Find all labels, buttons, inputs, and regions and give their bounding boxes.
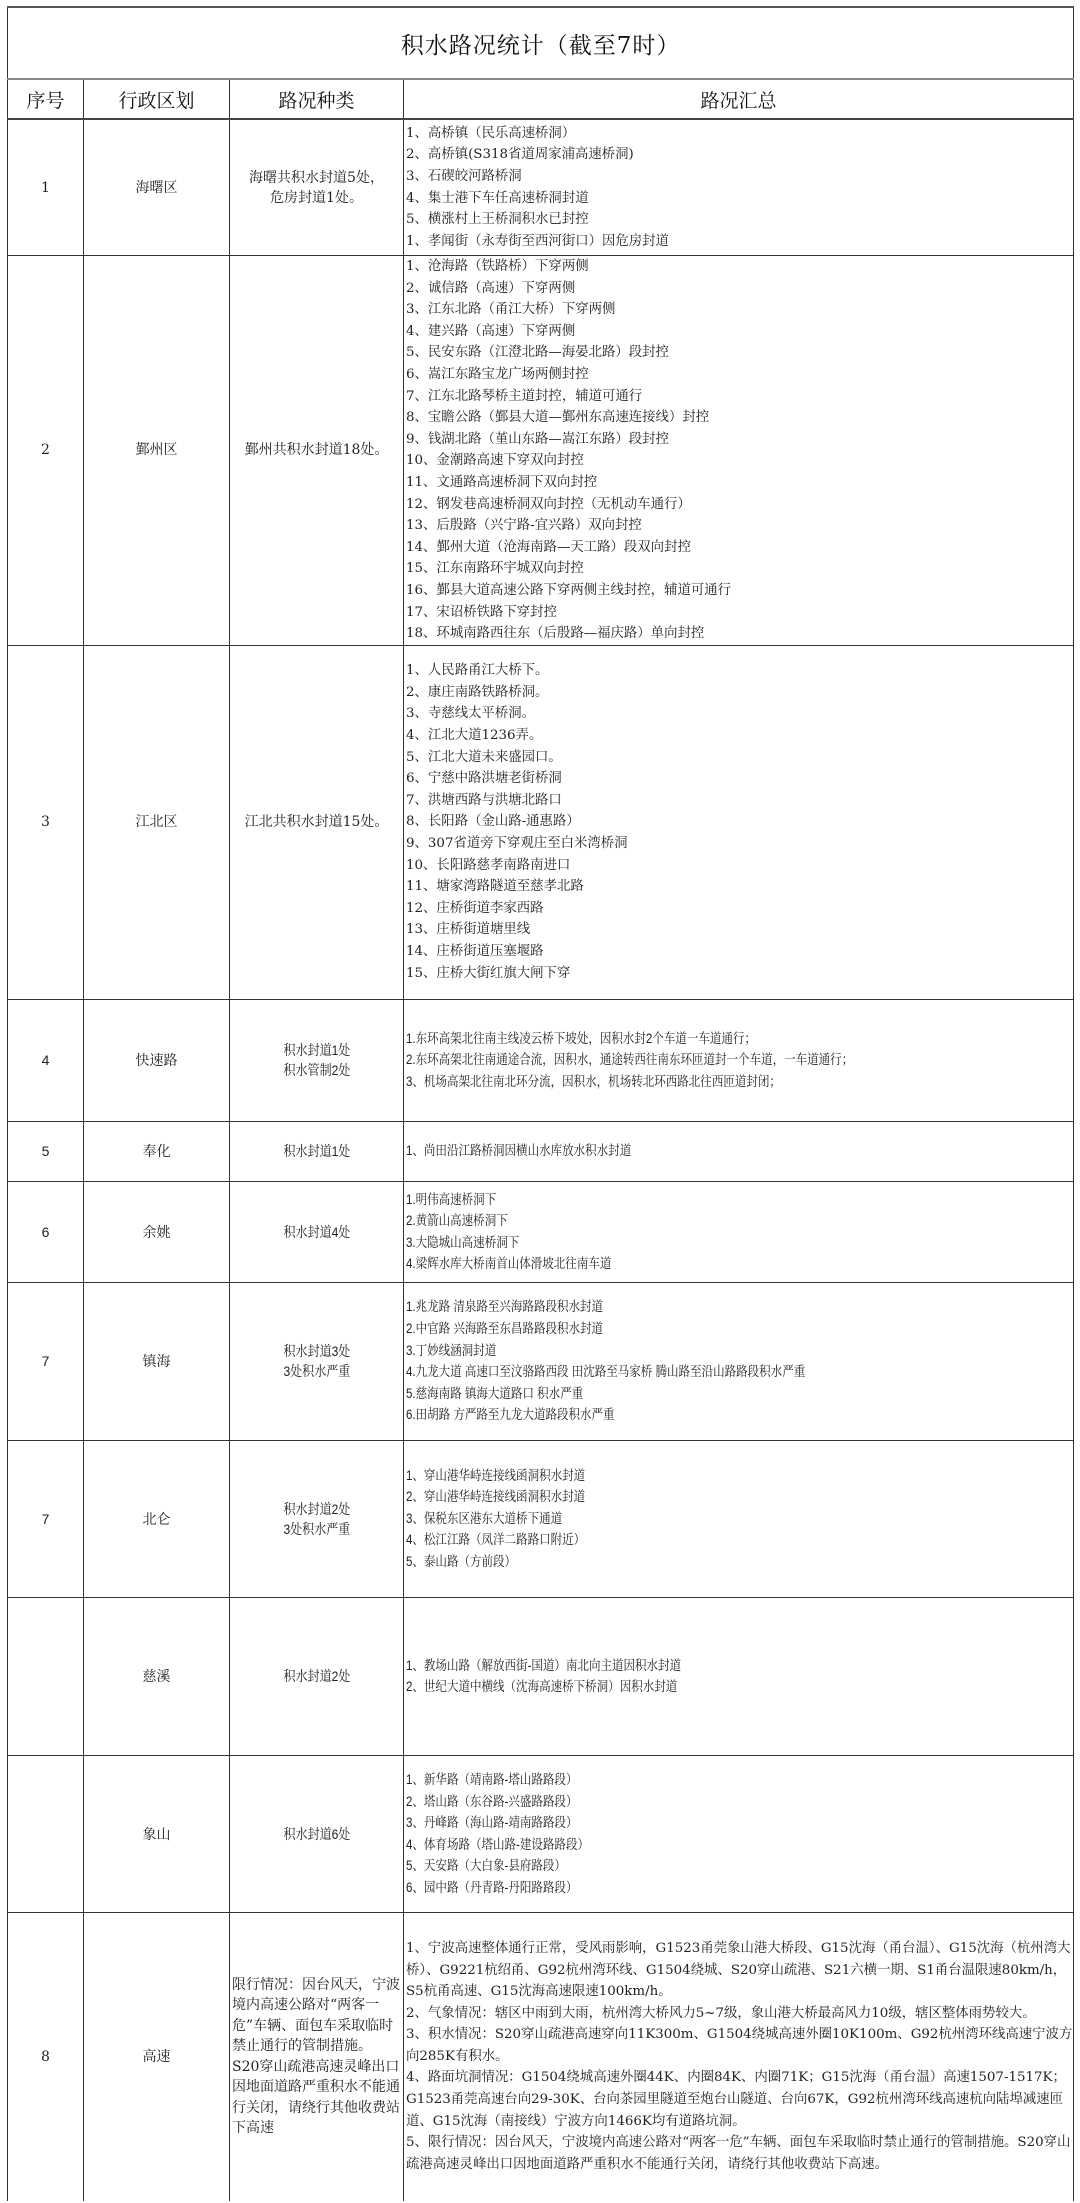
summary-item-text: 1、尚田沿江路桥洞因横山水库放水积水封道 [406, 1143, 632, 1159]
condition-type-line: 危房封道1处。 [270, 189, 363, 206]
summary-item: 15、江东南路环宇城双向封控 [406, 561, 584, 577]
cell-serial-no: 5 [8, 1121, 84, 1181]
summary-item [406, 1486, 1073, 1508]
summary-item-text: 6、园中路（丹青路-丹阳路路段） [406, 1879, 578, 1895]
summary-item-text: 3.丁妙线涵洞封道 [406, 1342, 497, 1358]
summary-item-text: 4.九龙大道 高速口至汶骆路西段 田沈路至马家桥 腾山路至沿山路路段积水严重 [406, 1364, 806, 1380]
table-row [8, 1912, 1074, 2201]
summary-item-text: 3、机场高架北往南北环分流，因积水，机场转北环西路北往西匝道封闭； [406, 1073, 781, 1089]
header-condition-summary: 路况汇总 [404, 79, 1074, 119]
summary-item [406, 1318, 1073, 1340]
summary-item [406, 1383, 1073, 1405]
summary-item: 13、后殷路（兴宁路-宜兴路）双向封控 [406, 518, 642, 534]
summary-item: 4、集士港下车任高速桥洞封道 [406, 190, 589, 206]
cell-region: 海曙区 [84, 119, 230, 256]
title-row [8, 7, 1074, 79]
summary-item: 6、宁慈中路洪塘老街桥洞 [406, 771, 562, 787]
flood-road-status-sheet [7, 6, 1073, 2201]
summary-item: 3、江东北路（甬江大桥）下穿两侧 [406, 302, 616, 318]
condition-type-line [234, 1361, 399, 1381]
condition-type-text: 积水封道2处 [283, 1668, 350, 1685]
road-status-table [7, 6, 1074, 2201]
cell-condition-summary [404, 119, 1074, 256]
summary-item: 3、寺慈线太平桥洞。 [406, 706, 536, 722]
cell-condition-summary [404, 645, 1074, 999]
cell-condition-type [230, 999, 404, 1121]
summary-item-text: 5.慈海南路 镇海大道路口 积水严重 [406, 1385, 584, 1401]
summary-item: 13、庄桥街道塘里线 [406, 922, 531, 938]
condition-type-line [234, 1666, 399, 1686]
cell-serial-no: 6 [8, 1181, 84, 1282]
cell-condition-summary [404, 1181, 1074, 1282]
cell-serial-no: 7 [8, 1440, 84, 1597]
header-row [8, 79, 1074, 119]
cell-condition-summary [404, 1121, 1074, 1181]
cell-condition-type [230, 119, 404, 256]
summary-item-text: 2.东环高架北往南通途合流，因积水，通途转西往南东环匝道封一个车道，一车道通行； [406, 1052, 854, 1068]
summary-item: 5、民安东路（江澄北路—海晏北路）段封控 [406, 345, 669, 361]
summary-item: 2、康庄南路铁路桥洞。 [406, 684, 549, 700]
table-row [8, 1440, 1074, 1597]
summary-item-text: 2.中官路 兴海路至东昌路路段积水封道 [406, 1321, 604, 1336]
summary-item-text: 4、体育场路（塔山路-建设路路段） [406, 1836, 589, 1852]
condition-type-line [234, 1824, 399, 1844]
cell-serial-no: 1 [8, 119, 84, 256]
summary-item-text: 3、丹峰路（海山路-靖南路路段） [406, 1815, 578, 1831]
cell-condition-summary [404, 1912, 1074, 2201]
summary-item [406, 1071, 1073, 1093]
summary-item-text: 4.梁辉水库大桥南首山体滑坡北往南车道 [406, 1256, 612, 1272]
cell-serial-no: 2 [8, 256, 84, 646]
condition-type-line [234, 1141, 399, 1161]
cell-condition-summary [404, 1755, 1074, 1912]
summary-item: 9、钱湖北路（堇山东路—嵩江东路）段封控 [406, 431, 669, 447]
summary-item: 1、宁波高速整体通行正常，受风雨影响，G1523甬莞象山港大桥段、G15沈海（甬台温）、G15沈海（杭州湾大桥）、G9221杭绍甬、G92杭州湾环线、G1504绕城、S20穿山疏港、S21六横一期、S1甬台温限速80km/h，S5杭甬高速、G15沈海高速限速100km/h。 [406, 1940, 1071, 2000]
cell-condition-type [230, 1755, 404, 1912]
condition-type-line: 江北共积水封道15处。 [244, 814, 389, 831]
cell-serial-no: 7 [8, 1282, 84, 1440]
summary-item: 7、江东北路琴桥主道封控，辅道可通行 [406, 388, 643, 404]
header-region: 行政区划 [84, 79, 230, 119]
condition-type-line [234, 1341, 399, 1361]
summary-item-text: 2、塔山路（东谷路-兴盛路路段） [406, 1793, 578, 1809]
condition-type-line [234, 1060, 399, 1080]
summary-item: 2、高桥镇(S318省道周家浦高速桥洞) [406, 147, 634, 163]
summary-item: 6、嵩江东路宝龙广场两侧封控 [406, 366, 589, 382]
summary-item: 10、长阳路慈孝南路南进口 [406, 857, 571, 873]
table-row [8, 1282, 1074, 1440]
summary-item-text: 1、新华路（靖南路-塔山路路段） [406, 1771, 578, 1787]
condition-type-line [234, 1222, 399, 1242]
summary-item: 9、307省道旁下穿观庄至白米湾桥洞 [406, 835, 628, 851]
summary-item: 3、石碶皎河路桥洞 [406, 168, 522, 184]
summary-item [406, 1404, 1073, 1426]
summary-item: 3、积水情况：S20穿山疏港高速穿向11K300m、G1504绕城高速外圈10K100m、G92杭州湾环线高速宁波方向285K有积水。 [406, 2027, 1073, 2064]
table-row [8, 119, 1074, 256]
header-condition-type: 路况种类 [230, 79, 404, 119]
summary-item [406, 1189, 1073, 1211]
cell-region: 奉化 [84, 1121, 230, 1181]
cell-region: 鄞州区 [84, 256, 230, 646]
summary-item: 16、鄞县大道高速公路下穿两侧主线封控，辅道可通行 [406, 582, 732, 598]
summary-item-text: 4、松江江路（凤洋二路路口附近） [406, 1532, 586, 1548]
summary-item-text: 1、教场山路（解放西街-国道）南北向主道因积水封道 [406, 1657, 682, 1673]
condition-type-text: 积水管制2处 [283, 1062, 350, 1079]
summary-item [406, 1361, 1073, 1383]
summary-item: 17、宋诏桥铁路下穿封控 [406, 604, 557, 620]
summary-item [406, 1676, 1073, 1698]
summary-item: 1、高桥镇（民乐高速桥洞） [406, 125, 576, 141]
summary-item [406, 1855, 1073, 1877]
cell-condition-type [230, 1181, 404, 1282]
summary-item-text: 6.田胡路 方严路至九龙大道路段积水严重 [406, 1407, 615, 1423]
condition-type-text: 积水封道1处 [283, 1143, 350, 1160]
cell-serial-no: 3 [8, 645, 84, 999]
cell-serial-no [8, 1755, 84, 1912]
cell-condition-type [230, 1282, 404, 1440]
summary-item: 4、路面坑洞情况：G1504绕城高速外圈44K、内圈84K、内圈71K；G15沈海（甬台温）高速1507-1517K；G1523甬莞高速台向29-30K、台向茶园里隧道至炮台山隧道、台向67K，G92杭州湾环线高速杭向陆埠减速匝道、G15沈海（南接线）宁波方向1466K均有道路坑洞。 [406, 2070, 1066, 2129]
condition-type-text: 3处积水严重 [283, 1520, 350, 1537]
summary-item-text: 5、泰山路（方前段） [406, 1554, 517, 1570]
header-serial-no: 序号 [8, 79, 84, 119]
cell-serial-no [8, 1597, 84, 1755]
summary-item [406, 1834, 1073, 1856]
table-row [8, 256, 1074, 646]
summary-item-text: 1.东环高架北往南主线凌云桥下坡处，因积水封2个车道一车道通行； [406, 1030, 756, 1046]
cell-region: 慈溪 [84, 1597, 230, 1755]
summary-item: 10、金潮路高速下穿双向封控 [406, 453, 584, 469]
summary-item [406, 1465, 1073, 1487]
cell-condition-summary [404, 1597, 1074, 1755]
summary-item [406, 1140, 1073, 1162]
condition-type-line: 限行情况：因台风天，宁波境内高速公路对“两客一危”车辆、面包车采取临时禁止通行的管制措施。 [232, 1976, 400, 2055]
condition-type-line: 鄞州共积水封道18处。 [244, 442, 389, 459]
condition-type-text: 积水封道1处 [283, 1042, 350, 1059]
summary-item: 14、鄞州大道（沧海南路—天工路）段双向封控 [406, 539, 691, 555]
cell-region: 高速 [84, 1912, 230, 2201]
summary-item-text: 1.明伟高速桥洞下 [406, 1191, 497, 1207]
summary-item: 1、沧海路（铁路桥）下穿两侧 [406, 259, 589, 274]
condition-type-line [234, 1519, 399, 1539]
summary-item: 4、建兴路（高速）下穿两侧 [406, 323, 576, 339]
summary-item-text: 5、天安路（大白象-县府路段） [406, 1858, 566, 1874]
condition-type-text: 积水封道4处 [283, 1223, 350, 1240]
summary-item: 11、文通路高速桥洞下双向封控 [406, 474, 598, 490]
condition-type-text: 3处积水严重 [283, 1363, 350, 1380]
cell-region: 北仑 [84, 1440, 230, 1597]
cell-condition-type [230, 1121, 404, 1181]
cell-region: 余姚 [84, 1181, 230, 1282]
summary-item [406, 1508, 1073, 1530]
condition-type-text: 积水封道2处 [283, 1500, 350, 1517]
summary-item: 15、庄桥大街红旗大闸下穿 [406, 965, 571, 981]
summary-item [406, 1529, 1073, 1551]
summary-item: 8、宝瞻公路（鄞县大道—鄞州东高速连接线）封控 [406, 410, 710, 426]
summary-item: 4、江北大道1236弄。 [406, 728, 543, 744]
cell-condition-type [230, 1912, 404, 2201]
summary-item [406, 1210, 1073, 1232]
summary-item: 1、人民路甬江大桥下。 [406, 663, 549, 679]
summary-item: 11、塘家湾路隧道至慈孝北路 [406, 879, 584, 895]
summary-item [406, 1049, 1073, 1071]
cell-region: 象山 [84, 1755, 230, 1912]
table-title: 积水路况统计（截至7时） [8, 7, 1074, 79]
summary-item [406, 1812, 1073, 1834]
cell-condition-type [230, 1597, 404, 1755]
summary-item-text: 3、保税东区港东大道桥下通道 [406, 1510, 563, 1526]
cell-condition-summary [404, 1440, 1074, 1597]
summary-item [406, 1253, 1073, 1275]
table-row [8, 1181, 1074, 1282]
cell-condition-type [230, 645, 404, 999]
cell-condition-summary [404, 256, 1074, 646]
summary-item: 7、洪塘西路与洪塘北路口 [406, 792, 562, 808]
cell-condition-type [230, 256, 404, 646]
summary-item: 5、限行情况：因台风天，宁波境内高速公路对“两客一危”车辆、面包车采取临时禁止通行的管制措施。S20穿山疏港高速灵峰出口因地面道路严重积水不能通行关闭，请绕行其他收费站下高速。 [406, 2135, 1071, 2172]
cell-serial-no: 8 [8, 1912, 84, 2201]
summary-item: 12、钢发巷高速桥洞双向封控（无机动车通行） [406, 496, 691, 512]
condition-type-text: 积水封道6处 [283, 1825, 350, 1842]
summary-item [406, 1296, 1073, 1318]
condition-type-line: S20穿山疏港高速灵峰出口因地面道路严重积水不能通行关闭，请绕行其他收费站下高速 [232, 2058, 400, 2137]
cell-serial-no: 4 [8, 999, 84, 1121]
summary-item-text: 3.大隐城山高速桥洞下 [406, 1234, 520, 1250]
summary-item: 12、庄桥街道李家西路 [406, 900, 544, 916]
summary-item [406, 1232, 1073, 1254]
condition-type-text: 积水封道3处 [283, 1343, 350, 1360]
summary-item: 5、横涨村上王桥洞积水已封控 [406, 212, 589, 228]
table-row [8, 999, 1074, 1121]
cell-condition-summary [404, 1282, 1074, 1440]
summary-item-text: 2.黄箭山高速桥洞下 [406, 1213, 508, 1229]
summary-item: 5、江北大道未来盛园口。 [406, 749, 562, 765]
table-row [8, 1121, 1074, 1181]
summary-item: 2、气象情况：辖区中雨到大雨，杭州湾大桥风力5~7级，象山港大桥最高风力10级，辖区整体雨势较大。 [406, 2005, 1036, 2021]
summary-item: 2、诚信路（高速）下穿两侧 [406, 280, 576, 296]
table-row [8, 645, 1074, 999]
table-row [8, 1597, 1074, 1755]
condition-type-line: 海曙共积水封道5处， [249, 169, 384, 186]
summary-item-text: 2、穿山港华峙连接线函洞积水封道 [406, 1489, 586, 1505]
summary-item: 1、孝闻街（永寿街至西河街口）因危房封道 [406, 233, 669, 249]
summary-item [406, 1340, 1073, 1362]
summary-item-text: 2、世纪大道中横线（沈海高速桥下桥洞）因积水封道 [406, 1679, 678, 1695]
cell-condition-type [230, 1440, 404, 1597]
table-row [8, 1755, 1074, 1912]
summary-item [406, 1028, 1073, 1050]
summary-item [406, 1769, 1073, 1791]
summary-item-text: 1、穿山港华峙连接线函洞积水封道 [406, 1467, 586, 1483]
summary-item-text: 1.兆龙路 清泉路至兴海路路段积水封道 [406, 1299, 604, 1315]
summary-item [406, 1791, 1073, 1813]
summary-item [406, 1551, 1073, 1573]
cell-condition-summary [404, 999, 1074, 1121]
cell-region: 镇海 [84, 1282, 230, 1440]
summary-item: 8、长阳路（金山路-通惠路） [406, 814, 580, 830]
summary-item [406, 1655, 1073, 1677]
condition-type-line [234, 1040, 399, 1060]
condition-type-line [234, 1499, 399, 1519]
summary-item [406, 1877, 1073, 1899]
summary-item: 18、环城南路西往东（后殷路—福庆路）单向封控 [406, 626, 705, 642]
summary-item: 14、庄桥街道压塞堰路 [406, 943, 544, 959]
cell-region: 江北区 [84, 645, 230, 999]
cell-region: 快速路 [84, 999, 230, 1121]
